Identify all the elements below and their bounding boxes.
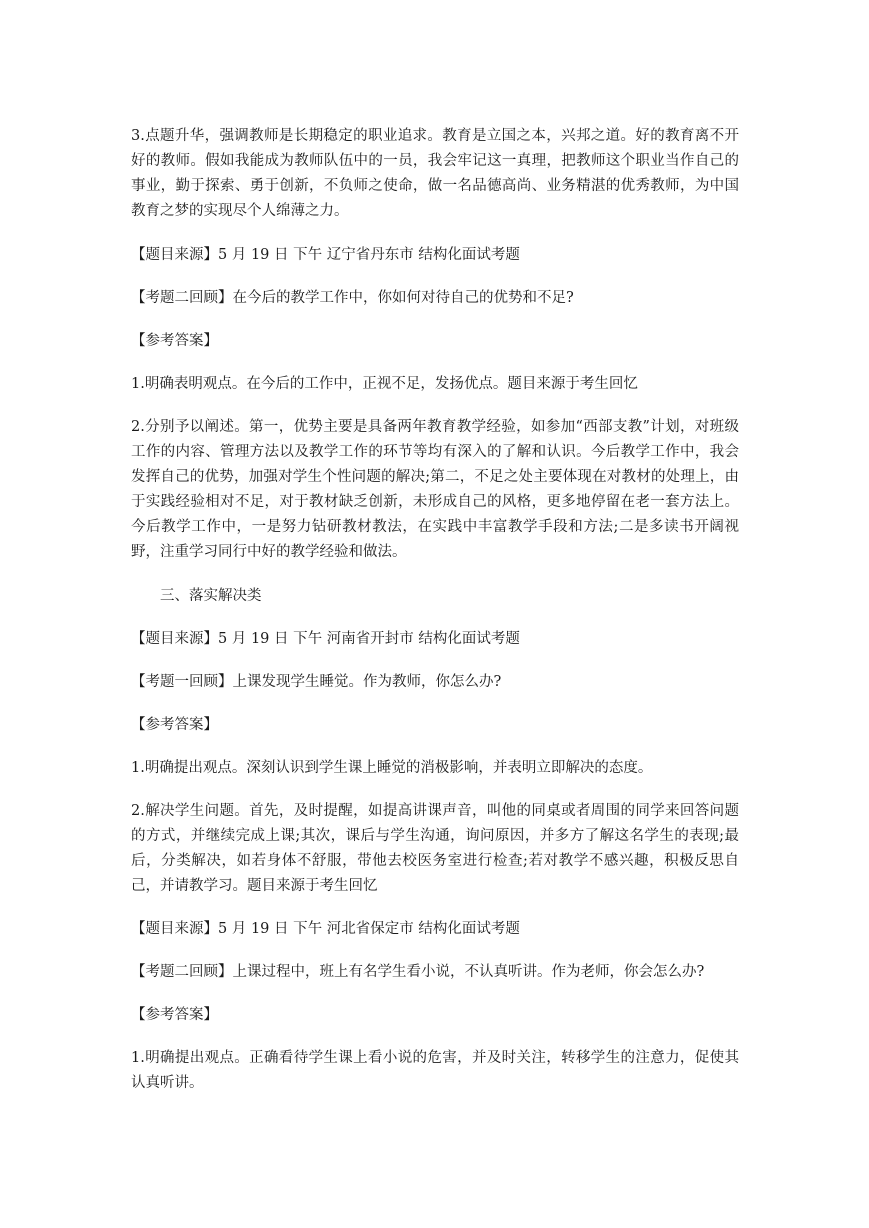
- answer-point-1: 1.明确表明观点。在今后的工作中，正视不足，发扬优点。题目来源于考生回忆: [131, 376, 638, 392]
- reference-answer-heading: 【参考答案】: [131, 1007, 218, 1023]
- question-source-dandong: 【题目来源】5 月 19 日 下午 辽宁省丹东市 结构化面试考题: [131, 247, 520, 263]
- answer-point-1: 1.明确提出观点。深刻认识到学生课上睡觉的消极影响，并表明立即解决的态度。: [131, 760, 653, 776]
- question-source-kaifeng: 【题目来源】5 月 19 日 下午 河南省开封市 结构化面试考题: [131, 631, 520, 647]
- paragraph-conclusion: 3.点题升华，强调教师是长期稳定的职业追求。教育是立国之本，兴邦之道。好的教育离不开好的教师。假如我能成为教师队伍中的一员，我会牢记这一真理，把教师这个职业当作自己的事业，勤于探索、勇于创新，不负师之使命，做一名品德高尚、业务精湛的优秀教师，为中国教育之梦的实现尽个人绵薄之力。: [131, 128, 739, 219]
- answer-point-2: 2.分别予以阐述。第一，优势主要是具备两年教育教学经验，如参加“西部支教”计划，对班级工作的内容、管理方法以及教学工作的环节等均有深入的了解和认识。今后教学工作中，我会发挥自己的优势，加强对学生个性问题的解决;第二，不足之处主要体现在对教材的处理上，由于实践经验相对不足，对于教材缺乏创新，未形成自己的风格，更多地停留在老一套方法上。今后教学工作中，一是努力钻研教材教法，在实践中丰富教学手段和方法;二是多读书开阔视野，注重学习同行中好的教学经验和做法。: [131, 419, 739, 560]
- question-review-sleeping: 【考题一回顾】上课发现学生睡觉。作为教师，你怎么办?: [131, 674, 502, 690]
- reference-answer-heading: 【参考答案】: [131, 717, 218, 733]
- question-review-strengths: 【考题二回顾】在今后的教学工作中，你如何对待自己的优势和不足?: [131, 290, 574, 306]
- question-review-novel: 【考题二回顾】上课过程中，班上有名学生看小说，不认真听讲。作为老师，你会怎么办?: [131, 964, 705, 980]
- reference-answer-heading: 【参考答案】: [131, 333, 218, 349]
- section-heading: 三、落实解决类: [160, 588, 262, 604]
- document-body: [131, 124, 739, 1096]
- question-source-baoding: 【题目来源】5 月 19 日 下午 河北省保定市 结构化面试考题: [131, 921, 520, 937]
- answer-point-1: 1.明确提出观点。正确看待学生课上看小说的危害，并及时关注，转移学生的注意力，促使其认真听讲。: [131, 1050, 739, 1091]
- answer-point-2: 2.解决学生问题。首先，及时提醒，如提高讲课声音，叫他的同桌或者周围的同学来回答问题的方式，并继续完成上课;其次，课后与学生沟通，询问原因，并多方了解这名学生的表现;最后，分类解决，如若身体不舒服，带他去校医务室进行检查;若对教学不感兴趣，积极反思自己，并请教学习。题目来源于考生回忆: [131, 803, 739, 894]
